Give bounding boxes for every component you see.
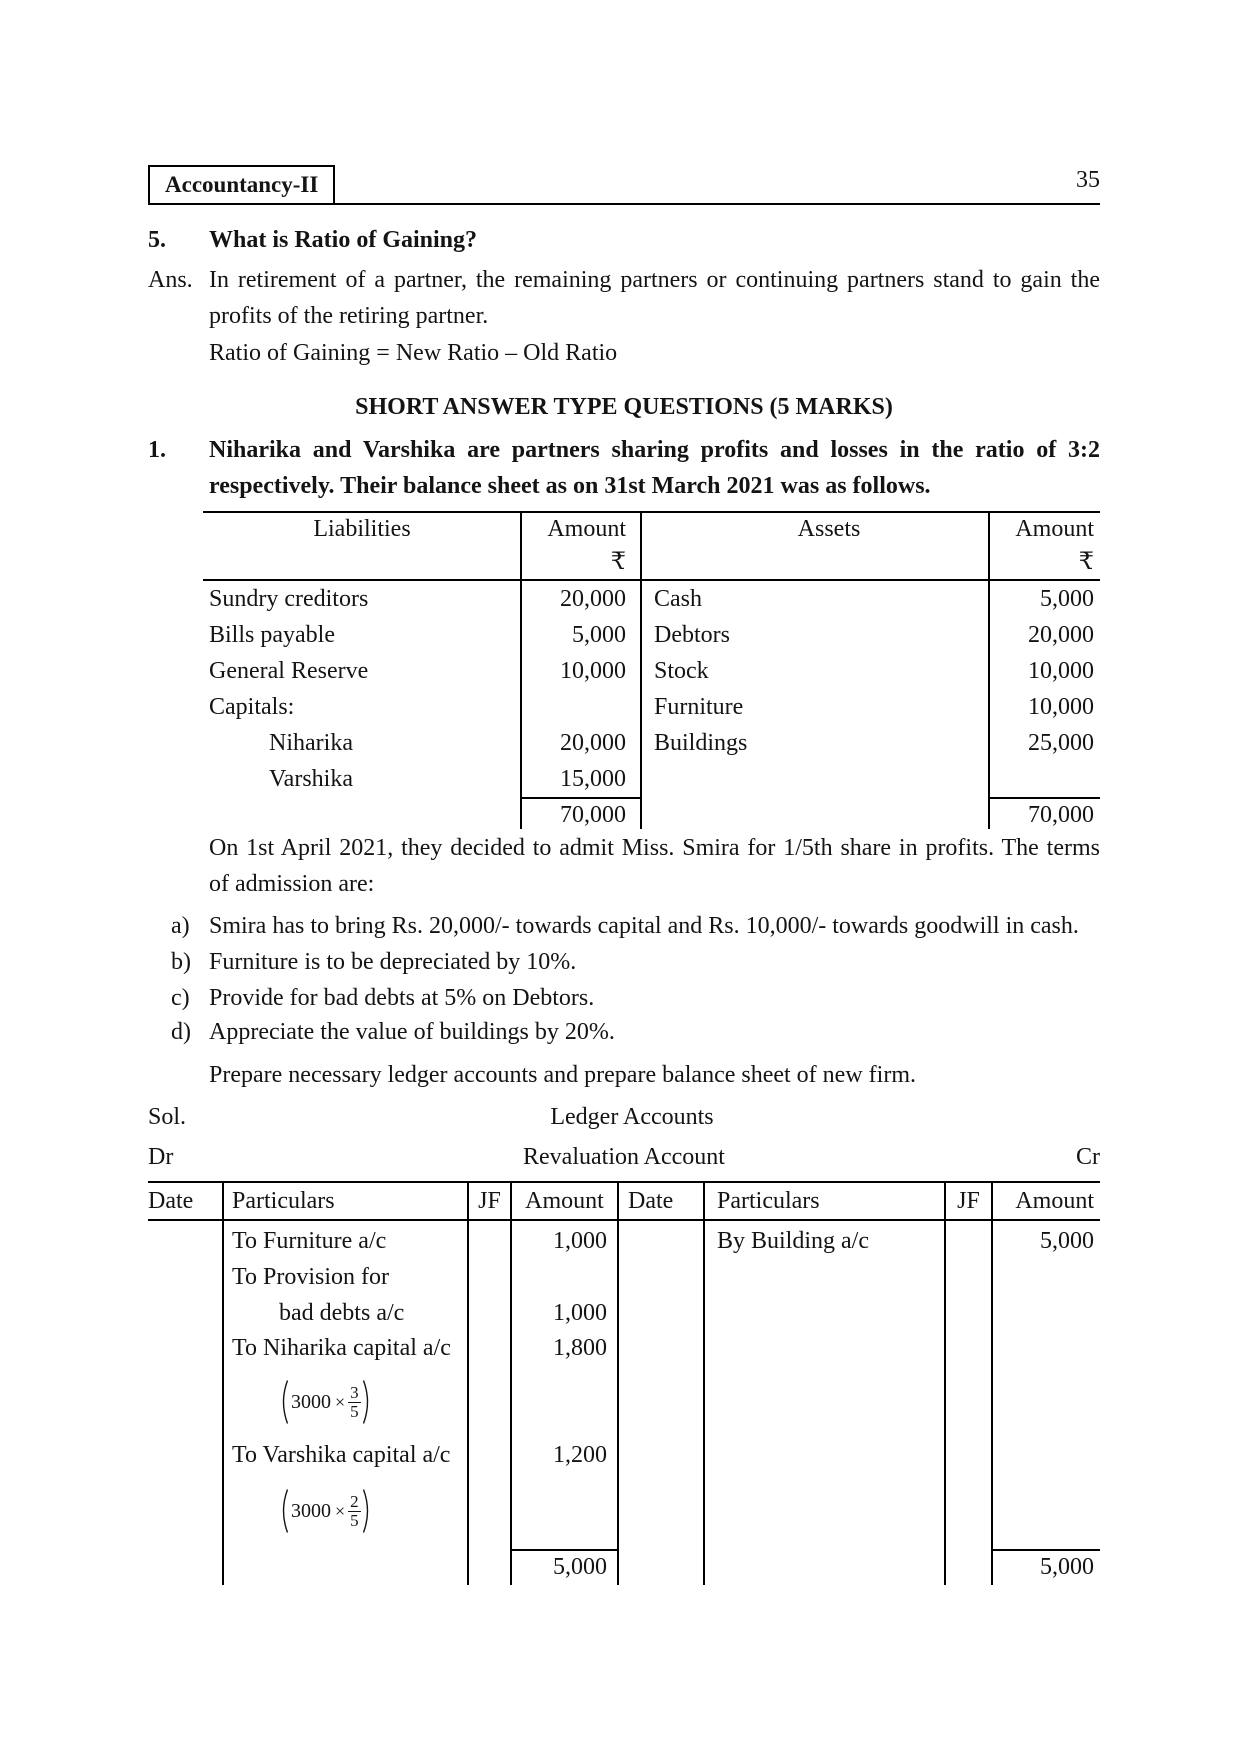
list-text: Furniture is to be depreciated by 10%.	[209, 949, 577, 975]
balance-sheet-body	[203, 581, 1100, 831]
liability-amount: 20,000	[560, 586, 626, 612]
left-parenthesis	[279, 1379, 289, 1425]
asset-label: Cash	[654, 586, 702, 612]
header-liabilities-amount	[521, 513, 641, 579]
col-particulars: Particulars	[232, 1188, 335, 1214]
fraction-denominator: 5	[350, 1401, 359, 1421]
partner-capital-label: Niharika	[269, 730, 353, 756]
col-particulars: Particulars	[717, 1188, 820, 1214]
running-head	[148, 165, 1100, 205]
asset-label: Stock	[654, 658, 709, 684]
capitals-label: Capitals:	[209, 694, 295, 720]
debit-amount: 1,000	[553, 1228, 607, 1254]
account-title-row	[148, 1139, 1100, 1175]
right-parenthesis	[362, 1379, 372, 1425]
question-text: What is Ratio of Gaining?	[209, 227, 478, 253]
column-divider	[222, 1183, 224, 1585]
question-number: 1.	[148, 437, 166, 463]
header-assets-label: Assets	[797, 516, 861, 542]
header-amount-label: Amount	[1015, 516, 1094, 542]
header-liabilities-label: Liabilities	[313, 516, 411, 542]
varshika-share-working	[223, 1473, 468, 1549]
col-date: Date	[628, 1188, 674, 1214]
fraction-numerator: 3	[350, 1382, 359, 1402]
header-liabilities	[203, 513, 521, 579]
instruction	[148, 1057, 1100, 1093]
terms-list-item	[148, 908, 1100, 944]
debit-amount: 1,800	[553, 1335, 607, 1361]
header-assets	[641, 513, 989, 579]
column-divider	[510, 1183, 512, 1585]
header-assets-amount	[989, 513, 1100, 579]
debit-particulars: To Furniture a/c	[232, 1228, 387, 1254]
partner-capital-label: Varshika	[269, 766, 353, 792]
terms-list-item	[148, 944, 1100, 980]
formula-base: 3000	[291, 1500, 331, 1522]
left-parenthesis	[279, 1488, 289, 1534]
asset-amount: 10,000	[1028, 658, 1094, 684]
column-divider	[617, 1183, 619, 1585]
fraction-numerator: 2	[350, 1491, 359, 1511]
question-5	[148, 222, 1100, 258]
list-marker: c)	[171, 985, 190, 1011]
column-divider	[991, 1183, 993, 1585]
column-divider	[944, 1183, 946, 1585]
solution-label: Sol.	[148, 1104, 187, 1130]
question-line: Niharika and Varshika are partners sharing profits and losses in the ratio of 3:2	[209, 437, 1100, 463]
paragraph-line: of admission are:	[209, 871, 375, 897]
asset-amount: 10,000	[1028, 694, 1094, 720]
list-text: Smira has to bring Rs. 20,000/- towards capital and Rs. 10,000/- towards goodwill in cash.	[209, 913, 1079, 939]
liability-label: Bills payable	[209, 622, 335, 648]
answer-label: Ans.	[148, 267, 193, 293]
col-amount: Amount	[525, 1188, 604, 1214]
list-marker: a)	[171, 913, 190, 939]
column-divider	[988, 513, 990, 829]
liability-amount: 15,000	[560, 766, 626, 792]
credit-total: 5,000	[992, 1549, 1100, 1585]
paragraph-line: On 1st April 2021, they decided to admit Miss. Smira for 1/5th share in profits. The terms	[209, 835, 1100, 861]
liability-amount: 20,000	[560, 730, 626, 756]
credit-marker: Cr	[1076, 1144, 1100, 1170]
admission-paragraph	[148, 830, 1100, 902]
col-date: Date	[148, 1188, 194, 1214]
section-heading: SHORT ANSWER TYPE QUESTIONS (5 MARKS)	[355, 394, 893, 420]
multiply-sign: ×	[335, 1392, 346, 1412]
col-jf: JF	[478, 1188, 501, 1214]
fraction	[348, 1384, 361, 1421]
ratio-formula: Ratio of Gaining = New Ratio – Old Ratio	[209, 340, 618, 366]
liability-label: General Reserve	[209, 658, 369, 684]
ledger-body	[148, 1223, 1100, 1585]
balance-sheet-header	[203, 513, 1100, 581]
question-line: respectively. Their balance sheet as on 31st March 2021 was as follows.	[209, 473, 931, 499]
ledger-header-row	[148, 1183, 1100, 1221]
debit-particulars: To Provision for	[232, 1264, 389, 1290]
formula-base: 3000	[291, 1391, 331, 1413]
column-divider	[520, 513, 522, 829]
terms-list-item	[148, 1014, 1100, 1050]
column-divider	[640, 513, 642, 829]
book-title-box: Accountancy-II	[148, 165, 335, 205]
liability-amount: 10,000	[560, 658, 626, 684]
multiply-sign: ×	[335, 1501, 346, 1521]
answer-5	[148, 262, 1100, 371]
debit-particulars-continuation: bad debts a/c	[279, 1300, 405, 1326]
list-marker: b)	[171, 949, 191, 975]
list-text: Appreciate the value of buildings by 20%.	[209, 1019, 615, 1045]
fraction	[348, 1493, 361, 1530]
list-marker: d)	[171, 1019, 191, 1045]
asset-amount: 5,000	[1040, 586, 1094, 612]
asset-amount: 25,000	[1028, 730, 1094, 756]
answer-line: In retirement of a partner, the remaining partners or continuing partners stand to gain the	[209, 267, 1100, 293]
column-divider	[703, 1183, 705, 1585]
account-title: Revaluation Account	[523, 1144, 725, 1170]
solution-row	[148, 1099, 1100, 1135]
balance-sheet-table	[203, 511, 1100, 829]
debit-particulars: To Varshika capital a/c	[232, 1442, 451, 1468]
debit-marker: Dr	[148, 1144, 174, 1170]
credit-amount: 5,000	[1040, 1228, 1094, 1254]
debit-particulars: To Niharika capital a/c	[232, 1335, 451, 1361]
col-amount: Amount	[1015, 1188, 1094, 1214]
rupee-symbol: ₹	[1078, 549, 1094, 575]
revaluation-account-table	[148, 1181, 1100, 1585]
rupee-symbol: ₹	[610, 549, 626, 575]
col-jf: JF	[957, 1188, 980, 1214]
question-number: 5.	[148, 227, 166, 253]
answer-line: profits of the retiring partner.	[209, 303, 489, 329]
debit-total: 5,000	[511, 1549, 618, 1585]
ledger-accounts-title: Ledger Accounts	[550, 1104, 714, 1130]
liability-label: Sundry creditors	[209, 586, 369, 612]
share-formula	[279, 1487, 372, 1535]
fraction-denominator: 5	[350, 1510, 359, 1530]
share-formula	[279, 1378, 372, 1426]
debit-amount: 1,200	[553, 1442, 607, 1468]
terms-list-item	[148, 980, 1100, 1016]
liabilities-total: 70,000	[521, 797, 641, 831]
asset-label: Debtors	[654, 622, 730, 648]
instruction-text: Prepare necessary ledger accounts and prepare balance sheet of new firm.	[209, 1062, 916, 1088]
assets-total: 70,000	[989, 797, 1100, 831]
liability-amount: 5,000	[572, 622, 626, 648]
asset-amount: 20,000	[1028, 622, 1094, 648]
right-parenthesis	[362, 1488, 372, 1534]
question-1	[148, 432, 1100, 504]
header-amount-label: Amount	[547, 516, 626, 542]
column-divider	[467, 1183, 469, 1585]
debit-amount: 1,000	[553, 1300, 607, 1326]
asset-label: Buildings	[654, 730, 748, 756]
page-number: 35	[1076, 167, 1100, 193]
list-text: Provide for bad debts at 5% on Debtors.	[209, 985, 595, 1011]
niharika-share-working	[223, 1366, 468, 1438]
credit-particulars: By Building a/c	[717, 1228, 869, 1254]
asset-label: Furniture	[654, 694, 744, 720]
